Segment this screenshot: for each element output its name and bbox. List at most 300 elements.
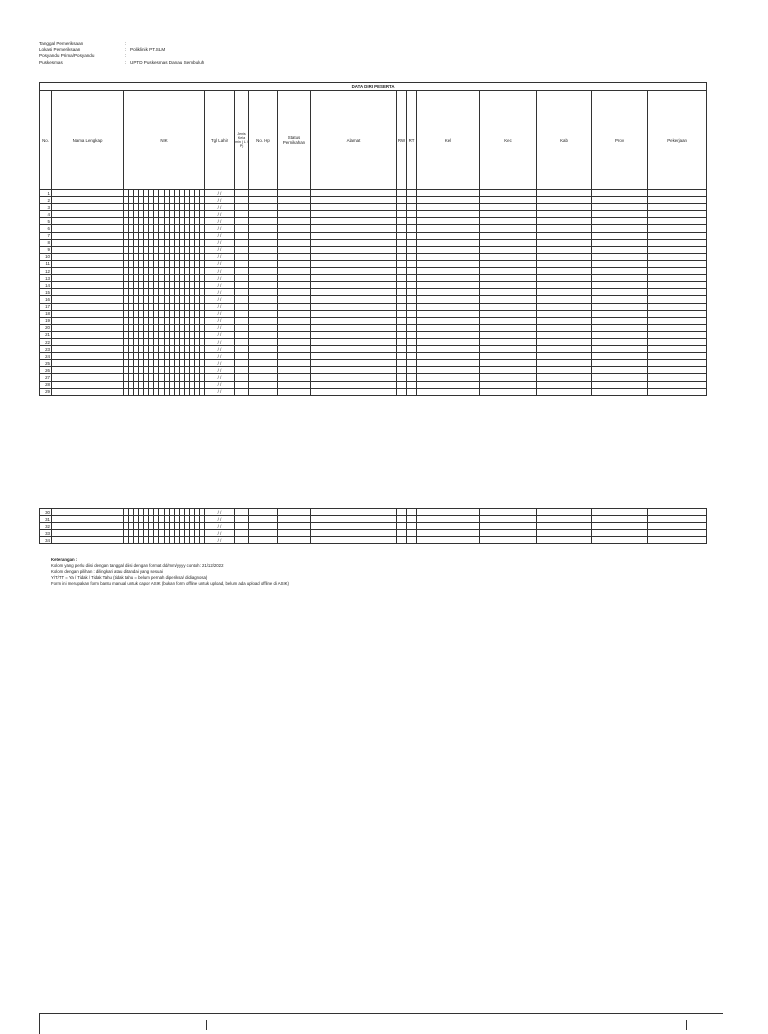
nik-cell[interactable] [124,239,205,246]
table-cell[interactable] [407,509,417,516]
table-cell[interactable] [278,218,311,225]
birthdate-cell[interactable]: / / [205,353,235,360]
table-cell[interactable] [249,374,278,381]
table-cell[interactable] [592,225,648,232]
table-cell[interactable] [537,530,592,537]
table-cell[interactable] [235,296,249,303]
table-cell[interactable] [52,232,124,239]
table-cell[interactable] [52,324,124,331]
table-cell[interactable] [397,296,407,303]
table-cell[interactable] [397,239,407,246]
birthdate-cell[interactable]: / / [205,296,235,303]
table-cell[interactable] [397,253,407,260]
table-cell[interactable] [235,360,249,367]
table-cell[interactable] [397,310,407,317]
table-cell[interactable] [52,537,124,544]
table-cell[interactable] [249,218,278,225]
table-cell[interactable] [397,303,407,310]
table-cell[interactable] [537,516,592,523]
table-cell[interactable] [592,530,648,537]
table-cell[interactable] [249,268,278,275]
table-cell[interactable] [407,190,417,197]
table-cell[interactable] [311,197,397,204]
table-cell[interactable] [311,275,397,282]
table-cell[interactable] [417,317,480,324]
table-cell[interactable] [648,523,707,530]
table-cell[interactable] [480,353,537,360]
table-cell[interactable] [417,246,480,253]
nik-digit-box[interactable] [200,204,204,210]
table-cell[interactable] [235,388,249,395]
table-cell[interactable] [407,296,417,303]
table-cell[interactable] [407,197,417,204]
table-cell[interactable] [407,324,417,331]
table-cell[interactable] [52,331,124,338]
table-cell[interactable] [249,530,278,537]
table-cell[interactable] [480,338,537,345]
table-cell[interactable] [52,509,124,516]
table-cell[interactable] [52,239,124,246]
table-cell[interactable] [311,303,397,310]
table-cell[interactable] [417,381,480,388]
nik-digit-box[interactable] [200,509,204,515]
meta-value[interactable]: Poliklinik PT.SLM [130,47,166,53]
table-cell[interactable] [537,246,592,253]
table-cell[interactable] [235,303,249,310]
table-cell[interactable] [592,516,648,523]
table-cell[interactable] [417,190,480,197]
table-cell[interactable] [235,324,249,331]
table-cell[interactable] [592,353,648,360]
nik-cell[interactable] [124,218,205,225]
table-cell[interactable] [397,338,407,345]
table-cell[interactable] [537,317,592,324]
nik-digit-box[interactable] [200,233,204,239]
meta-value[interactable]: UPTD Puskesmas Danau Sembuluh [130,59,205,65]
table-cell[interactable] [480,303,537,310]
nik-cell[interactable] [124,225,205,232]
table-cell[interactable] [480,260,537,267]
table-cell[interactable] [480,331,537,338]
nik-cell[interactable] [124,537,205,544]
table-cell[interactable] [278,331,311,338]
table-cell[interactable] [648,204,707,211]
table-cell[interactable] [648,537,707,544]
table-cell[interactable] [648,530,707,537]
nik-cell[interactable] [124,530,205,537]
table-cell[interactable] [278,253,311,260]
nik-digit-box[interactable] [200,332,204,338]
table-cell[interactable] [537,338,592,345]
table-cell[interactable] [278,260,311,267]
table-cell[interactable] [537,374,592,381]
table-cell[interactable] [249,232,278,239]
table-cell[interactable] [278,317,311,324]
table-cell[interactable] [397,232,407,239]
table-cell[interactable] [648,246,707,253]
table-cell[interactable] [537,190,592,197]
table-cell[interactable] [52,211,124,218]
table-cell[interactable] [417,282,480,289]
nik-digit-box[interactable] [200,516,204,522]
table-cell[interactable] [397,509,407,516]
nik-digit-box[interactable] [200,282,204,288]
table-cell[interactable] [249,303,278,310]
table-cell[interactable] [278,360,311,367]
table-cell[interactable] [648,275,707,282]
table-cell[interactable] [278,388,311,395]
table-cell[interactable] [417,537,480,544]
table-cell[interactable] [592,296,648,303]
table-cell[interactable] [480,537,537,544]
table-cell[interactable] [278,346,311,353]
table-cell[interactable] [311,346,397,353]
table-cell[interactable] [397,324,407,331]
table-cell[interactable] [592,360,648,367]
table-cell[interactable] [311,324,397,331]
table-cell[interactable] [537,211,592,218]
nik-digit-box[interactable] [200,261,204,267]
nik-digit-box[interactable] [200,339,204,345]
birthdate-cell[interactable]: / / [205,239,235,246]
table-cell[interactable] [52,190,124,197]
table-cell[interactable] [648,232,707,239]
table-cell[interactable] [397,530,407,537]
table-cell[interactable] [249,197,278,204]
table-cell[interactable] [407,246,417,253]
table-cell[interactable] [235,246,249,253]
nik-cell[interactable] [124,353,205,360]
table-cell[interactable] [311,353,397,360]
table-cell[interactable] [235,537,249,544]
table-cell[interactable] [407,338,417,345]
table-cell[interactable] [311,367,397,374]
table-cell[interactable] [235,211,249,218]
table-cell[interactable] [249,346,278,353]
table-cell[interactable] [417,204,480,211]
table-cell[interactable] [407,268,417,275]
table-cell[interactable] [648,360,707,367]
table-cell[interactable] [648,516,707,523]
table-cell[interactable] [249,253,278,260]
table-cell[interactable] [417,211,480,218]
table-cell[interactable] [235,232,249,239]
table-cell[interactable] [537,537,592,544]
table-cell[interactable] [52,310,124,317]
table-cell[interactable] [648,353,707,360]
birthdate-cell[interactable]: / / [205,537,235,544]
table-cell[interactable] [537,232,592,239]
birthdate-cell[interactable]: / / [205,211,235,218]
table-cell[interactable] [592,310,648,317]
table-cell[interactable] [278,275,311,282]
table-cell[interactable] [592,268,648,275]
table-cell[interactable] [648,381,707,388]
table-cell[interactable] [417,296,480,303]
table-cell[interactable] [537,367,592,374]
nik-cell[interactable] [124,310,205,317]
table-cell[interactable] [537,310,592,317]
table-cell[interactable] [417,523,480,530]
table-cell[interactable] [407,260,417,267]
table-cell[interactable] [480,232,537,239]
table-cell[interactable] [592,204,648,211]
table-cell[interactable] [592,232,648,239]
table-cell[interactable] [648,225,707,232]
nik-digit-box[interactable] [200,360,204,366]
table-cell[interactable] [311,260,397,267]
table-cell[interactable] [278,246,311,253]
table-cell[interactable] [537,282,592,289]
table-cell[interactable] [417,253,480,260]
table-cell[interactable] [52,204,124,211]
table-cell[interactable] [417,218,480,225]
table-cell[interactable] [407,516,417,523]
table-cell[interactable] [480,346,537,353]
table-cell[interactable] [52,317,124,324]
nik-digit-box[interactable] [200,254,204,260]
table-cell[interactable] [397,537,407,544]
table-cell[interactable] [52,282,124,289]
table-cell[interactable] [537,331,592,338]
table-cell[interactable] [480,310,537,317]
table-cell[interactable] [235,204,249,211]
birthdate-cell[interactable]: / / [205,232,235,239]
table-cell[interactable] [235,516,249,523]
table-cell[interactable] [249,360,278,367]
table-cell[interactable] [592,346,648,353]
table-cell[interactable] [249,324,278,331]
birthdate-cell[interactable]: / / [205,388,235,395]
table-cell[interactable] [407,331,417,338]
table-cell[interactable] [249,310,278,317]
table-cell[interactable] [311,331,397,338]
nik-digit-box[interactable] [200,353,204,359]
table-cell[interactable] [480,204,537,211]
table-cell[interactable] [407,360,417,367]
table-cell[interactable] [311,530,397,537]
table-cell[interactable] [52,530,124,537]
table-cell[interactable] [249,317,278,324]
table-cell[interactable] [235,530,249,537]
nik-cell[interactable] [124,289,205,296]
table-cell[interactable] [397,282,407,289]
nik-digit-box[interactable] [200,367,204,373]
table-cell[interactable] [592,211,648,218]
table-cell[interactable] [249,331,278,338]
nik-cell[interactable] [124,346,205,353]
table-cell[interactable] [278,516,311,523]
table-cell[interactable] [407,211,417,218]
table-cell[interactable] [648,317,707,324]
table-cell[interactable] [397,317,407,324]
nik-digit-box[interactable] [200,296,204,302]
table-cell[interactable] [52,374,124,381]
table-cell[interactable] [417,516,480,523]
birthdate-cell[interactable]: / / [205,324,235,331]
table-cell[interactable] [235,381,249,388]
birthdate-cell[interactable]: / / [205,338,235,345]
nik-digit-box[interactable] [200,537,204,543]
table-cell[interactable] [648,282,707,289]
table-cell[interactable] [648,239,707,246]
table-cell[interactable] [235,374,249,381]
table-cell[interactable] [592,246,648,253]
table-cell[interactable] [407,388,417,395]
table-cell[interactable] [480,268,537,275]
table-cell[interactable] [480,296,537,303]
table-cell[interactable] [417,260,480,267]
table-cell[interactable] [417,310,480,317]
table-cell[interactable] [249,204,278,211]
table-cell[interactable] [311,338,397,345]
table-cell[interactable] [592,331,648,338]
table-cell[interactable] [278,225,311,232]
table-cell[interactable] [278,338,311,345]
table-cell[interactable] [417,324,480,331]
table-cell[interactable] [311,381,397,388]
nik-cell[interactable] [124,331,205,338]
table-cell[interactable] [397,331,407,338]
table-cell[interactable] [592,338,648,345]
table-cell[interactable] [407,282,417,289]
nik-cell[interactable] [124,282,205,289]
table-cell[interactable] [278,367,311,374]
table-cell[interactable] [311,282,397,289]
table-cell[interactable] [648,331,707,338]
table-cell[interactable] [417,509,480,516]
table-cell[interactable] [249,239,278,246]
table-cell[interactable] [235,367,249,374]
table-cell[interactable] [480,275,537,282]
table-cell[interactable] [592,190,648,197]
nik-cell[interactable] [124,317,205,324]
table-cell[interactable] [311,211,397,218]
table-cell[interactable] [52,516,124,523]
table-cell[interactable] [592,275,648,282]
birthdate-cell[interactable]: / / [205,204,235,211]
table-cell[interactable] [311,225,397,232]
table-cell[interactable] [397,388,407,395]
nik-cell[interactable] [124,197,205,204]
table-cell[interactable] [249,523,278,530]
table-cell[interactable] [407,523,417,530]
table-cell[interactable] [311,218,397,225]
table-cell[interactable] [417,275,480,282]
table-cell[interactable] [52,346,124,353]
table-cell[interactable] [397,211,407,218]
table-cell[interactable] [52,268,124,275]
table-cell[interactable] [311,374,397,381]
table-cell[interactable] [52,353,124,360]
table-cell[interactable] [537,260,592,267]
table-cell[interactable] [480,225,537,232]
table-cell[interactable] [537,388,592,395]
table-cell[interactable] [480,381,537,388]
table-cell[interactable] [235,523,249,530]
birthdate-cell[interactable]: / / [205,530,235,537]
table-cell[interactable] [407,239,417,246]
nik-cell[interactable] [124,338,205,345]
nik-digit-box[interactable] [200,325,204,331]
nik-cell[interactable] [124,381,205,388]
table-cell[interactable] [278,190,311,197]
table-cell[interactable] [249,388,278,395]
table-cell[interactable] [417,338,480,345]
table-cell[interactable] [278,268,311,275]
table-cell[interactable] [397,260,407,267]
table-cell[interactable] [278,296,311,303]
table-cell[interactable] [52,296,124,303]
table-cell[interactable] [537,353,592,360]
table-cell[interactable] [397,190,407,197]
table-cell[interactable] [480,374,537,381]
nik-digit-box[interactable] [200,289,204,295]
table-cell[interactable] [52,523,124,530]
table-cell[interactable] [311,190,397,197]
birthdate-cell[interactable]: / / [205,381,235,388]
birthdate-cell[interactable]: / / [205,246,235,253]
table-cell[interactable] [397,374,407,381]
table-cell[interactable] [235,509,249,516]
table-cell[interactable] [235,310,249,317]
table-cell[interactable] [397,204,407,211]
nik-cell[interactable] [124,211,205,218]
nik-cell[interactable] [124,523,205,530]
table-cell[interactable] [397,268,407,275]
table-cell[interactable] [311,253,397,260]
table-cell[interactable] [235,190,249,197]
table-cell[interactable] [480,190,537,197]
nik-cell[interactable] [124,253,205,260]
table-cell[interactable] [537,204,592,211]
table-cell[interactable] [592,367,648,374]
table-cell[interactable] [311,268,397,275]
nik-digit-box[interactable] [200,374,204,380]
table-cell[interactable] [52,218,124,225]
table-cell[interactable] [249,353,278,360]
table-cell[interactable] [311,388,397,395]
table-cell[interactable] [648,268,707,275]
table-cell[interactable] [537,218,592,225]
table-cell[interactable] [249,289,278,296]
table-cell[interactable] [648,218,707,225]
nik-cell[interactable] [124,260,205,267]
table-cell[interactable] [397,225,407,232]
table-cell[interactable] [249,282,278,289]
table-cell[interactable] [417,353,480,360]
table-cell[interactable] [407,530,417,537]
table-cell[interactable] [417,225,480,232]
table-cell[interactable] [648,374,707,381]
table-cell[interactable] [537,523,592,530]
table-cell[interactable] [648,338,707,345]
nik-cell[interactable] [124,388,205,395]
nik-cell[interactable] [124,303,205,310]
table-cell[interactable] [592,253,648,260]
nik-cell[interactable] [124,516,205,523]
table-cell[interactable] [278,310,311,317]
table-cell[interactable] [235,253,249,260]
table-cell[interactable] [249,509,278,516]
table-cell[interactable] [480,516,537,523]
table-cell[interactable] [397,367,407,374]
table-cell[interactable] [648,289,707,296]
table-cell[interactable] [480,367,537,374]
table-cell[interactable] [235,275,249,282]
table-cell[interactable] [311,537,397,544]
table-cell[interactable] [311,523,397,530]
